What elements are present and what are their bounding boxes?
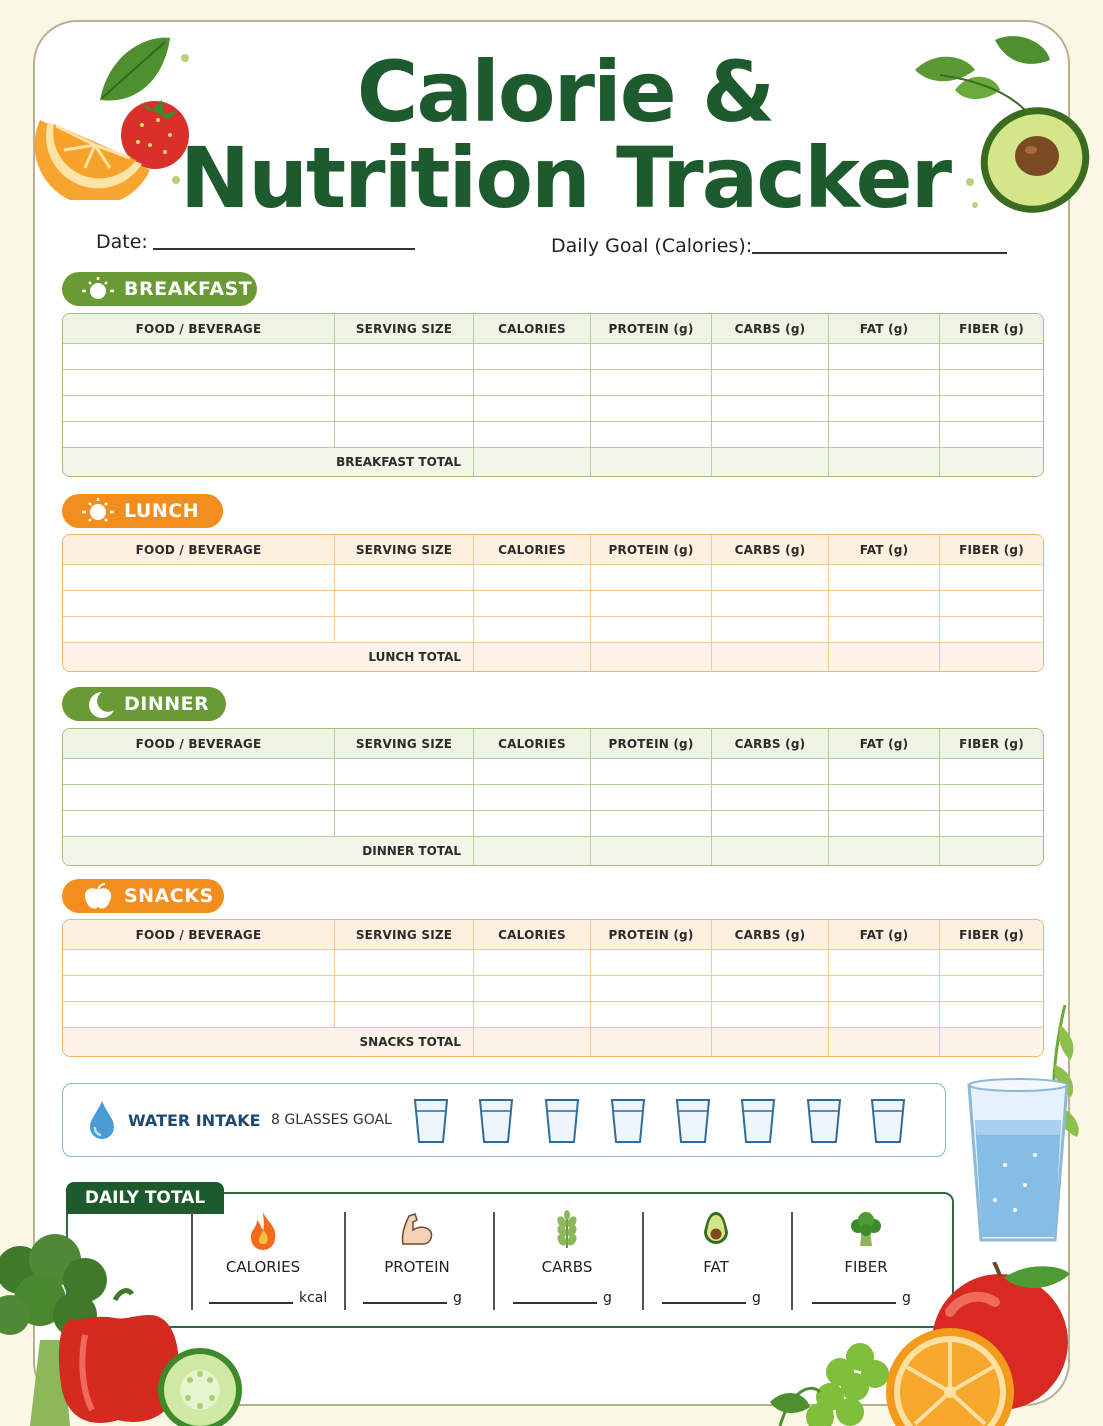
title-line-1: Calorie & bbox=[356, 43, 774, 141]
col-protein: PROTEIN (g) bbox=[591, 314, 712, 344]
col-food: FOOD / BEVERAGE bbox=[63, 535, 335, 565]
col-carbs: CARBS (g) bbox=[712, 729, 829, 759]
glass-icon[interactable] bbox=[740, 1097, 776, 1145]
dinner-total-label: DINNER TOTAL bbox=[63, 837, 474, 865]
daily-protein-unit: g bbox=[453, 1290, 462, 1306]
daily-carbs-label: CARBS bbox=[541, 1258, 593, 1276]
col-serving: SERVING SIZE bbox=[335, 535, 474, 565]
col-serving: SERVING SIZE bbox=[335, 920, 474, 950]
broccoli-icon bbox=[846, 1210, 886, 1250]
water-intake-title: WATER INTAKE bbox=[128, 1111, 261, 1130]
table-row[interactable] bbox=[63, 565, 1043, 591]
muscle-icon bbox=[397, 1210, 437, 1250]
col-food: FOOD / BEVERAGE bbox=[63, 314, 335, 344]
col-protein: PROTEIN (g) bbox=[591, 920, 712, 950]
table-row[interactable] bbox=[63, 950, 1043, 976]
table-row[interactable] bbox=[63, 785, 1043, 811]
col-fiber: FIBER (g) bbox=[940, 920, 1043, 950]
col-fat: FAT (g) bbox=[829, 920, 940, 950]
glass-icon[interactable] bbox=[675, 1097, 711, 1145]
snacks-total-label: SNACKS TOTAL bbox=[63, 1028, 474, 1056]
col-food: FOOD / BEVERAGE bbox=[63, 729, 335, 759]
daily-carbs bbox=[493, 1210, 641, 1310]
glass-icon[interactable] bbox=[610, 1097, 646, 1145]
table-row[interactable] bbox=[63, 422, 1043, 448]
water-glass-decoration bbox=[955, 1005, 1095, 1255]
daily-calories-label: CALORIES bbox=[225, 1258, 301, 1276]
breakfast-label: BREAKFAST bbox=[124, 278, 253, 300]
table-row[interactable] bbox=[63, 396, 1043, 422]
glass-icon[interactable] bbox=[478, 1097, 514, 1145]
wheat-icon bbox=[547, 1210, 587, 1250]
daily-fat-unit: g bbox=[752, 1290, 761, 1306]
snacks-total-row[interactable] bbox=[63, 1028, 1043, 1056]
daily-fiber-label: FIBER bbox=[844, 1258, 888, 1276]
breakfast-total-row[interactable] bbox=[63, 448, 1043, 476]
lunch-header bbox=[62, 494, 223, 528]
daily-total-title: DAILY TOTAL bbox=[66, 1182, 224, 1214]
date-line[interactable] bbox=[153, 248, 415, 250]
sun-icon bbox=[78, 497, 118, 525]
table-row[interactable] bbox=[63, 591, 1043, 617]
lunch-table bbox=[62, 534, 1044, 672]
col-carbs: CARBS (g) bbox=[712, 920, 829, 950]
col-serving: SERVING SIZE bbox=[335, 314, 474, 344]
glass-icon[interactable] bbox=[806, 1097, 842, 1145]
daily-carbs-unit: g bbox=[603, 1290, 612, 1306]
col-fat: FAT (g) bbox=[829, 729, 940, 759]
glass-icon[interactable] bbox=[413, 1097, 449, 1145]
daily-protein-label: PROTEIN bbox=[384, 1258, 450, 1276]
daily-protein bbox=[343, 1210, 491, 1310]
dinner-label: DINNER bbox=[124, 693, 210, 715]
col-fiber: FIBER (g) bbox=[940, 729, 1043, 759]
lunch-label: LUNCH bbox=[124, 500, 200, 522]
col-food: FOOD / BEVERAGE bbox=[63, 920, 335, 950]
daily-fat-label: FAT bbox=[703, 1258, 729, 1276]
table-row[interactable] bbox=[63, 370, 1043, 396]
daily-goal-line[interactable] bbox=[752, 252, 1007, 254]
lunch-total-row[interactable] bbox=[63, 643, 1043, 671]
daily-calories-unit: kcal bbox=[299, 1290, 328, 1306]
col-calories: CALORIES bbox=[474, 314, 591, 344]
col-fat: FAT (g) bbox=[829, 535, 940, 565]
glass-icon[interactable] bbox=[544, 1097, 580, 1145]
table-row[interactable] bbox=[63, 976, 1043, 1002]
col-fiber: FIBER (g) bbox=[940, 535, 1043, 565]
col-fat: FAT (g) bbox=[829, 314, 940, 344]
dinner-header bbox=[62, 687, 226, 721]
sun-icon bbox=[78, 275, 118, 303]
table-row[interactable] bbox=[63, 811, 1043, 837]
apple-icon bbox=[78, 882, 118, 910]
dinner-table bbox=[62, 728, 1044, 866]
date-label: Date: bbox=[96, 231, 148, 253]
snacks-label: SNACKS bbox=[124, 885, 214, 907]
lunch-total-label: LUNCH TOTAL bbox=[63, 643, 474, 671]
snacks-header bbox=[62, 879, 224, 913]
col-carbs: CARBS (g) bbox=[712, 314, 829, 344]
table-row[interactable] bbox=[63, 1002, 1043, 1028]
apple-orange-grapes-decoration bbox=[760, 1262, 1103, 1426]
water-goal-text: 8 GLASSES GOAL bbox=[271, 1112, 392, 1128]
col-calories: CALORIES bbox=[474, 920, 591, 950]
daily-protein-line[interactable] bbox=[363, 1302, 447, 1304]
moon-icon bbox=[78, 690, 118, 718]
breakfast-table bbox=[62, 313, 1044, 477]
glass-icon[interactable] bbox=[870, 1097, 906, 1145]
col-protein: PROTEIN (g) bbox=[591, 535, 712, 565]
col-fiber: FIBER (g) bbox=[940, 314, 1043, 344]
avocado-icon bbox=[696, 1210, 736, 1250]
broccoli-pepper-cucumber-decoration bbox=[0, 1220, 260, 1426]
snacks-table bbox=[62, 919, 1044, 1057]
col-calories: CALORIES bbox=[474, 729, 591, 759]
table-row[interactable] bbox=[63, 617, 1043, 643]
water-intake-box bbox=[62, 1083, 946, 1157]
dinner-total-row[interactable] bbox=[63, 837, 1043, 865]
daily-goal-label: Daily Goal (Calories): bbox=[551, 235, 753, 257]
table-row[interactable] bbox=[63, 344, 1043, 370]
daily-carbs-line[interactable] bbox=[513, 1302, 597, 1304]
table-row[interactable] bbox=[63, 759, 1043, 785]
water-drop-icon bbox=[87, 1099, 117, 1141]
col-protein: PROTEIN (g) bbox=[591, 729, 712, 759]
title-line-2: Nutrition Tracker bbox=[179, 129, 951, 227]
daily-fiber-unit: g bbox=[902, 1290, 911, 1306]
col-calories: CALORIES bbox=[474, 535, 591, 565]
daily-fat-line[interactable] bbox=[662, 1302, 746, 1304]
breakfast-header bbox=[62, 272, 257, 306]
col-serving: SERVING SIZE bbox=[335, 729, 474, 759]
col-carbs: CARBS (g) bbox=[712, 535, 829, 565]
breakfast-total-label: BREAKFAST TOTAL bbox=[63, 448, 474, 476]
